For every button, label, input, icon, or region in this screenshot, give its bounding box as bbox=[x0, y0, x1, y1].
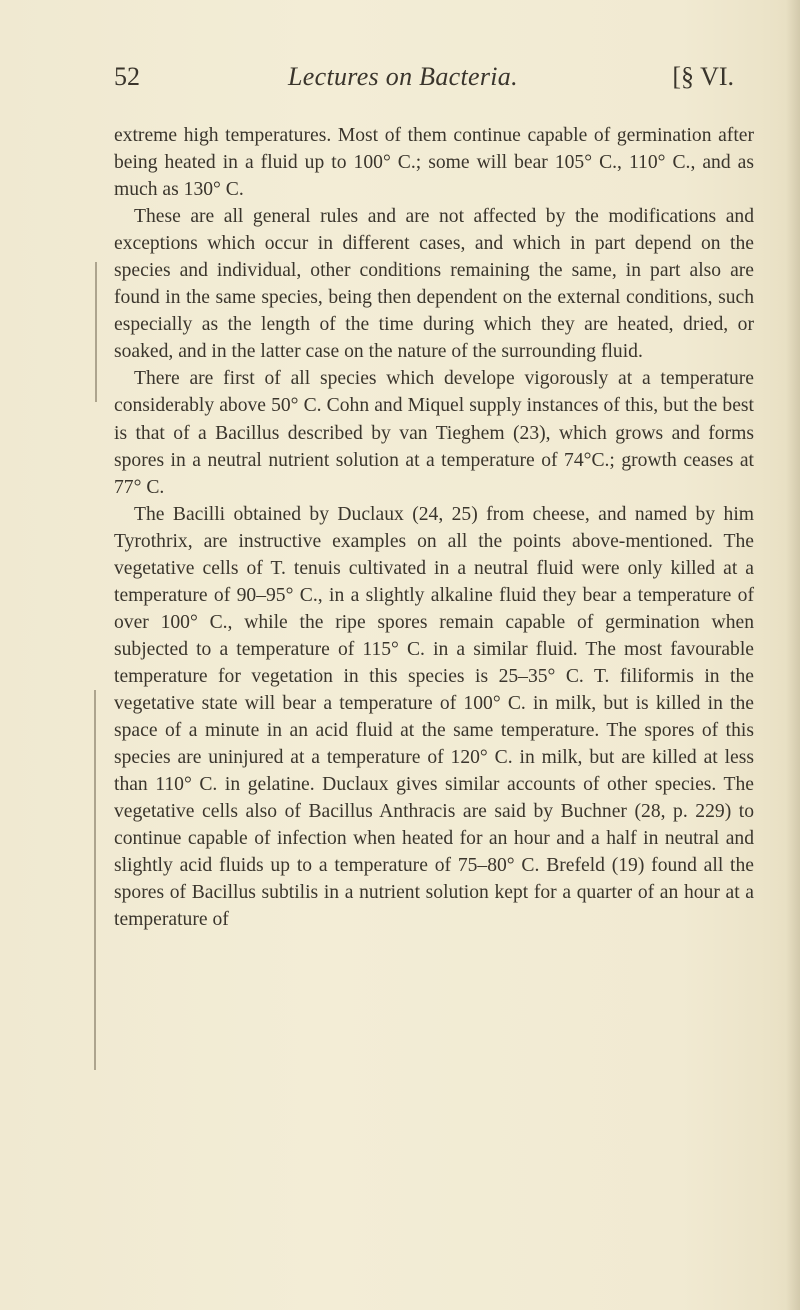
margin-mark bbox=[94, 690, 96, 1070]
paragraph-continuation: extreme high temperatures. Most of them continue capable of germination after being heated in a fluid up to 100° C.; some will bear 105° C., 110° C., and as much as 130° C. bbox=[114, 125, 754, 201]
page-header bbox=[114, 62, 734, 102]
paragraph-general-rules: These are all general rules and are not affected by the modifications and exceptions which occur in different cases, and which in part depend on the species and individual, other conditions remaining the same, in part also are found in the same species, being then dependent on the external conditions, such especially as the length of the time during which they are heated, dried, or soaked, and in the latter case on the nature of the surrounding fluid. bbox=[114, 206, 754, 363]
section-marker: [§ VI. bbox=[672, 62, 734, 91]
page-number: 52 bbox=[114, 62, 140, 91]
margin-mark bbox=[95, 262, 97, 402]
paragraph-tyrothrix: The Bacilli obtained by Duclaux (24, 25) from cheese, and named by him Tyrothrix, are instructive examples on all the points above-mentioned. The vegetative cells of T. tenuis cultivated in a neutral fluid were only killed at a temperature of 90–95° C., in a slightly alkaline fluid they bear a temperature of over 100° C., while the ripe spores remain capable of germination when subjected to a temperature of 115° C. in a similar fluid. The most favourable temperature for vegetation in this species is 25–35° C. T. filiformis in the vegetative state will bear a temperature of 100° C. in milk, but is killed in the space of a minute in an acid fluid at the same temperature. The spores of this species are uninjured at a temperature of 120° C. in milk, but are killed at less than 110° C. in gelatine. Duclaux gives similar accounts of other species. The vegetative cells also of Bacillus Anthracis are said by Buchner (28, p. 229) to continue capable of infection when heated for an hour and a half in neutral and slightly acid fluids up to a temperature of 75–80° C. Brefeld (19) found all the spores of Bacillus subtilis in a nutrient solution kept for a quarter of an hour at a temperature of bbox=[114, 503, 754, 931]
paragraph-high-temperature-species: There are first of all species which develope vigorously at a temperature considerably above 50° C. Cohn and Miquel supply instances of this, but the best is that of a Bacillus described by van Tieghem (23), which grows and forms spores in a neutral nutrient solution at a temperature of 74°C.; growth ceases at 77° C. bbox=[114, 368, 754, 498]
page-edge-shadow bbox=[786, 0, 800, 1310]
running-title: Lectures on Bacteria. bbox=[288, 62, 518, 91]
body-text bbox=[114, 122, 754, 933]
